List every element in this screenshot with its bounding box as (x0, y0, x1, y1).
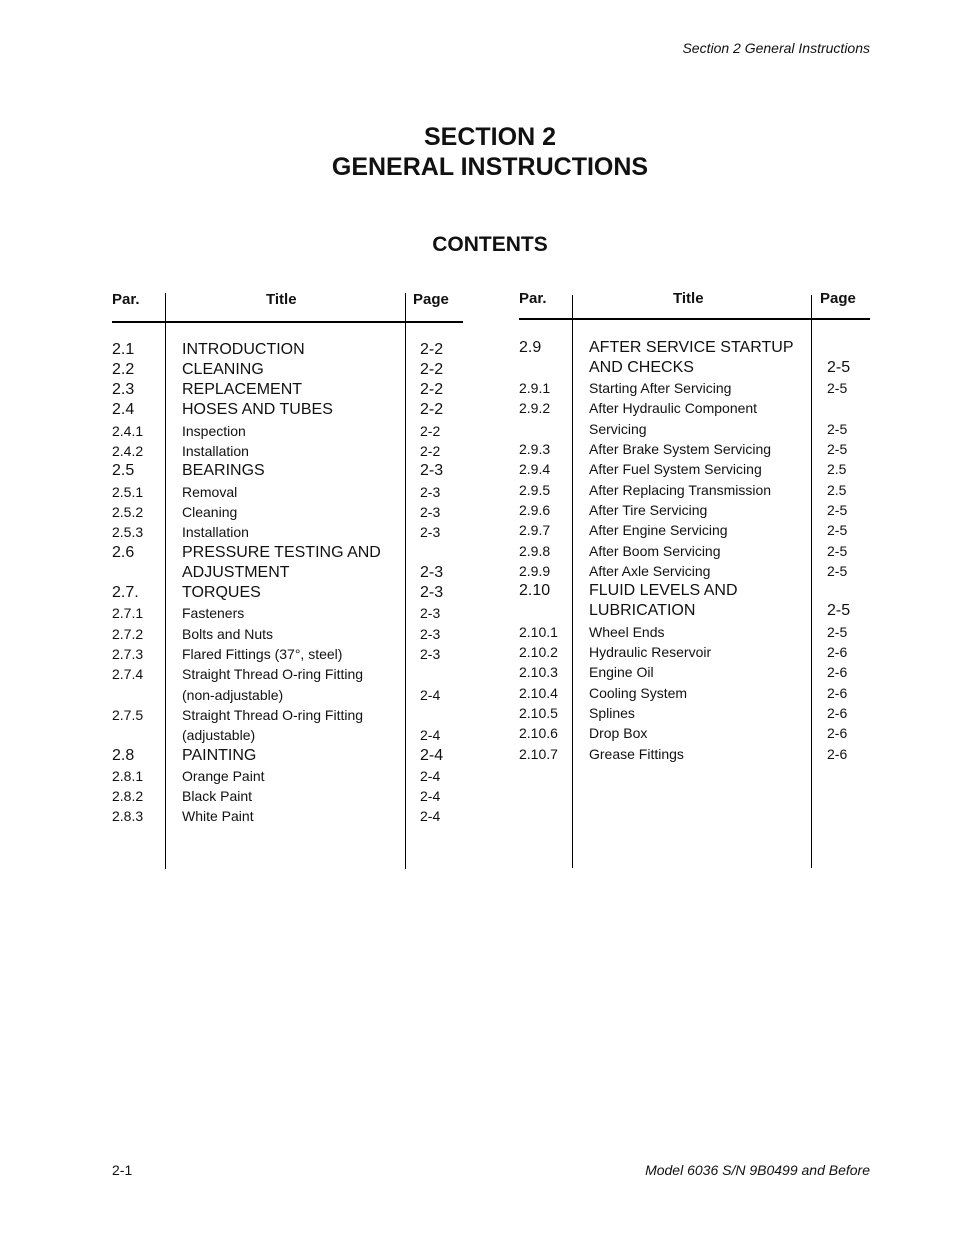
right-entry-page: 2-5 (827, 441, 848, 457)
right-entry-title: After Hydraulic Component (589, 400, 758, 417)
left-entry-par: 2.8.3 (112, 808, 144, 825)
left-entry-par: 2.8.1 (112, 767, 144, 784)
left-entry-title: BEARINGS (182, 462, 265, 480)
left-entry-par: 2.7.3 (112, 646, 144, 662)
right-entry-par: 2.9.4 (519, 461, 551, 478)
right-entry-title: AND CHECKS (589, 358, 694, 376)
right-entry-par: 2.9 (519, 338, 542, 356)
left-entry-par: 2.5 (112, 462, 135, 480)
left-entry-title: INTRODUCTION (182, 340, 305, 358)
right-entry-page: 2-5 (827, 542, 848, 559)
left-entry-title: (adjustable) (182, 727, 256, 744)
left-entry-page: 2-2 (420, 401, 444, 419)
left-entry-page: 2-3 (420, 605, 441, 622)
right-entry-par: 2.9.6 (519, 501, 551, 518)
right-entry-page: 2-6 (827, 684, 848, 701)
right-entry-par: 2.9.1 (519, 380, 551, 397)
right-divider-2 (811, 295, 812, 868)
right-entry-title: After Engine Servicing (589, 522, 728, 539)
right-entry-page: 2-6 (827, 745, 848, 762)
left-entry-page: 2-3 (420, 563, 444, 581)
right-entry-title: Splines (589, 704, 635, 721)
right-page-header: Page (820, 290, 856, 307)
right-par-header: Par. (519, 290, 547, 307)
left-entry-title: Fasteners (182, 605, 245, 622)
left-entry-par: 2.8.2 (112, 788, 144, 805)
right-entry-title: After Boom Servicing (589, 542, 721, 559)
left-entry-title: PRESSURE TESTING AND (182, 543, 381, 561)
left-entry-page: 2-4 (420, 808, 441, 825)
left-entry-par: 2.4 (112, 401, 135, 419)
right-entry-title: Hydraulic Reservoir (589, 644, 712, 660)
right-entry-par: 2.10.1 (519, 623, 558, 640)
left-entry-title: White Paint (182, 808, 254, 825)
running-header: Section 2 General Instructions (682, 40, 870, 56)
left-entry-page: 2-2 (420, 422, 441, 439)
left-entry-page: 2-2 (420, 360, 444, 378)
left-entry-page: 2-4 (420, 686, 441, 703)
right-entry-par: 2.9.9 (519, 562, 551, 579)
right-entry-title: Engine Oil (589, 664, 654, 681)
left-entry-title: Installation (182, 443, 249, 459)
right-entry-title: Grease Fittings (589, 745, 684, 762)
left-entry-title: TORQUES (182, 584, 261, 602)
left-entry-par: 2.7.1 (112, 605, 144, 622)
right-entry-page: 2.5 (827, 481, 847, 498)
left-divider-2 (405, 293, 406, 869)
right-entry-page: 2-5 (827, 562, 848, 579)
left-entry-title: Flared Fittings (37°, steel) (182, 646, 343, 662)
left-par-header: Par. (112, 291, 140, 308)
left-entry-page: 2-3 (420, 625, 441, 642)
left-entry-page: 2-3 (420, 483, 441, 500)
left-page-header: Page (413, 291, 449, 308)
right-entry-title: After Tire Servicing (589, 501, 708, 518)
right-entry-page: 2-6 (827, 704, 848, 721)
right-divider-1 (572, 295, 573, 868)
right-entry-par: 2.10.3 (519, 664, 558, 681)
left-entry-title: Bolts and Nuts (182, 625, 274, 642)
right-entry-page: 2-6 (827, 644, 848, 660)
left-entry-page: 2-3 (420, 462, 444, 480)
left-entry-title: Straight Thread O-ring Fitting (182, 666, 364, 683)
right-entry-par: 2.10.5 (519, 704, 558, 721)
left-entry-par: 2.5.1 (112, 483, 144, 500)
left-entry-title: PAINTING (182, 746, 257, 764)
right-entry-par: 2.9.7 (519, 522, 551, 539)
right-entry-par: 2.10.7 (519, 745, 558, 762)
left-entry-title: HOSES AND TUBES (182, 401, 333, 419)
footer-page-number: 2-1 (112, 1162, 133, 1178)
right-entry-title: Servicing (589, 420, 647, 437)
left-entry-par: 2.7.4 (112, 666, 144, 683)
right-entry-page: 2-5 (827, 380, 848, 397)
left-entry-par: 2.2 (112, 360, 135, 378)
left-entry-page: 2-4 (420, 746, 444, 764)
right-entry-page: 2-5 (827, 420, 848, 437)
right-entry-par: 2.10.6 (519, 725, 558, 742)
left-entry-title: Cleaning (182, 503, 238, 520)
left-entry-title: (non-adjustable) (182, 686, 284, 703)
right-entry-par: 2.9.3 (519, 441, 551, 457)
right-entry-page: 2.5 (827, 461, 847, 478)
left-entry-page: 2-4 (420, 727, 441, 744)
right-entry-page: 2-5 (827, 623, 848, 640)
right-entry-par: 2.10 (519, 582, 551, 600)
left-entry-title: CLEANING (182, 360, 264, 378)
left-entry-title: Inspection (182, 422, 246, 439)
right-entry-par: 2.10.2 (519, 644, 558, 660)
left-entry-page: 2-4 (420, 788, 441, 805)
right-entry-title: Drop Box (589, 725, 648, 742)
left-entry-page: 2-3 (420, 503, 441, 520)
right-entry-par: 2.10.4 (519, 684, 558, 701)
right-entry-page: 2-5 (827, 602, 851, 620)
left-entry-par: 2.8 (112, 746, 135, 764)
right-title-header: Title (673, 290, 704, 307)
left-entry-title: Removal (182, 483, 238, 500)
right-entry-title: After Fuel System Servicing (589, 461, 762, 478)
left-entry-title: Installation (182, 524, 249, 541)
right-entry-page: 2-5 (827, 501, 848, 518)
left-entry-title: Straight Thread O-ring Fitting (182, 706, 364, 723)
right-entry-title: Starting After Servicing (589, 380, 732, 397)
left-entry-par: 2.4.2 (112, 443, 144, 459)
right-entry-title: Cooling System (589, 684, 688, 701)
left-entry-page: 2-2 (420, 340, 444, 358)
left-entry-page: 2-3 (420, 524, 441, 541)
left-entry-par: 2.7. (112, 584, 139, 602)
right-entry-par: 2.9.2 (519, 400, 551, 417)
right-entry-title: After Brake System Servicing (589, 441, 772, 457)
right-entry-title: AFTER SERVICE STARTUP (589, 338, 794, 356)
right-entry-page: 2-6 (827, 725, 848, 742)
right-entry-par: 2.9.5 (519, 481, 551, 498)
left-entry-title: Orange Paint (182, 767, 265, 784)
section-name-title: GENERAL INSTRUCTIONS (331, 153, 649, 181)
right-entry-title: After Axle Servicing (589, 562, 711, 579)
right-entry-page: 2-5 (827, 522, 848, 539)
left-entry-par: 2.3 (112, 381, 135, 399)
left-entry-par: 2.1 (112, 340, 135, 358)
left-entry-title: Black Paint (182, 788, 253, 805)
left-entry-title: REPLACEMENT (182, 381, 303, 399)
left-entry-par: 2.7.2 (112, 625, 144, 642)
footer-model: Model 6036 S/N 9B0499 and Before (645, 1162, 870, 1178)
left-entry-title: ADJUSTMENT (182, 563, 290, 581)
left-entry-page: 2-3 (420, 646, 441, 662)
right-entry-page: 2-6 (827, 664, 848, 681)
left-entry-par: 2.6 (112, 543, 135, 561)
right-entry-title: LUBRICATION (589, 602, 696, 620)
contents-heading: CONTENTS (432, 233, 548, 256)
left-title-header: Title (266, 291, 297, 308)
section-number-title: SECTION 2 (424, 123, 556, 151)
right-entry-par: 2.9.8 (519, 542, 551, 559)
right-entry-title: FLUID LEVELS AND (589, 582, 738, 600)
left-entry-par: 2.5.3 (112, 524, 144, 541)
left-entry-par: 2.4.1 (112, 422, 144, 439)
left-divider-1 (165, 293, 166, 869)
left-entry-page: 2-4 (420, 767, 441, 784)
right-entry-title: After Replacing Transmission (589, 481, 772, 498)
left-entry-page: 2-2 (420, 381, 444, 399)
left-entry-page: 2-2 (420, 443, 441, 459)
left-entry-par: 2.5.2 (112, 503, 144, 520)
right-entry-page: 2-5 (827, 358, 851, 376)
right-entry-title: Wheel Ends (589, 623, 665, 640)
left-entry-page: 2-3 (420, 584, 444, 602)
left-entry-par: 2.7.5 (112, 706, 144, 723)
